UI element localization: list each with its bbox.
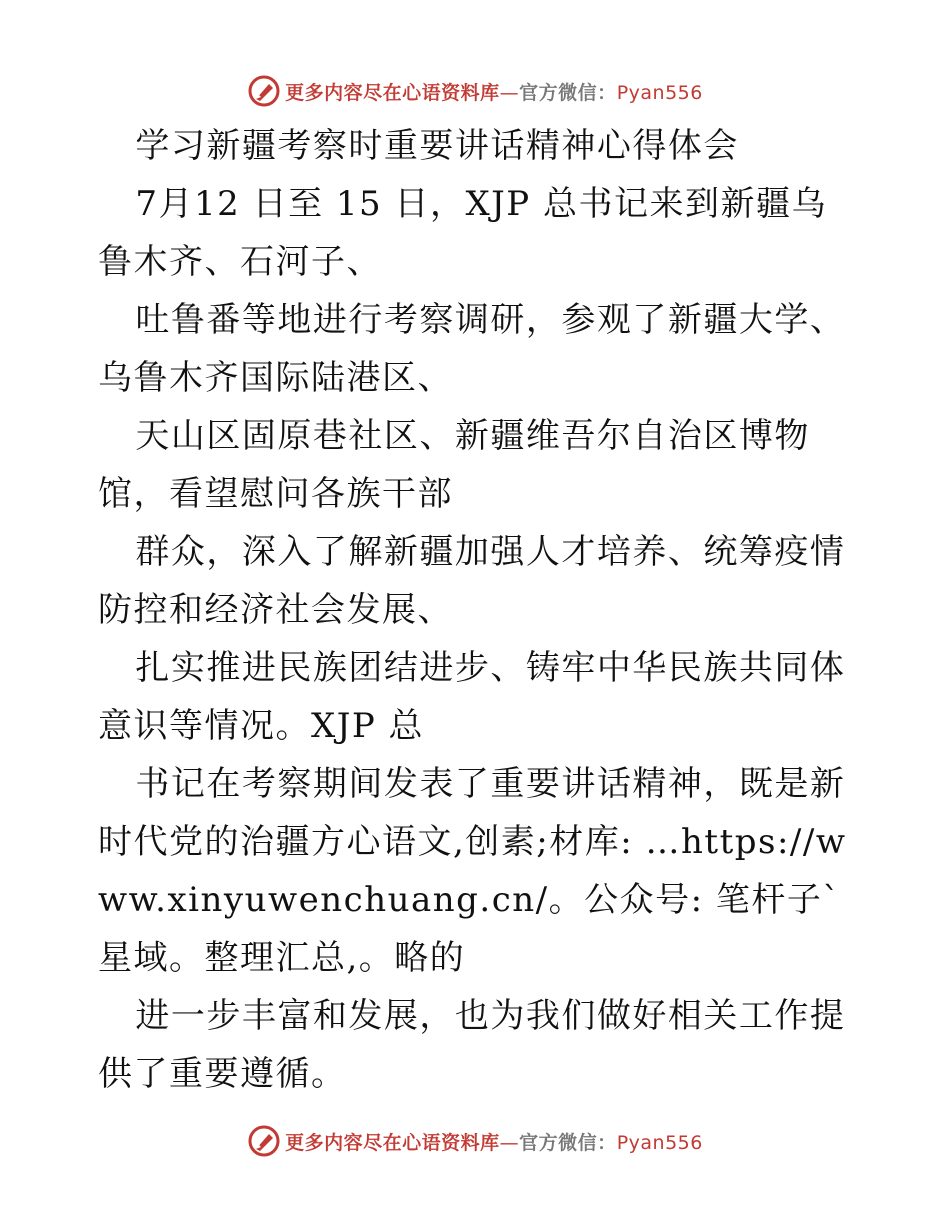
watermark-wechat-label: 官方微信： <box>519 1131 617 1154</box>
paragraph-6: 书记在考察期间发表了重要讲话精神，既是新时代党的治疆方心语文,创素;材库: …https://www.xinyuwenchuang.cn/。公众号: 笔杆子`星域。整理汇总,。略的 <box>98 764 847 978</box>
watermark-dash: — <box>499 81 520 104</box>
footer-watermark <box>0 1121 950 1161</box>
document-title: 学习新疆考察时重要讲话精神心得体会 <box>135 126 739 166</box>
watermark-wechat-label: 官方微信： <box>519 81 617 104</box>
paragraph-3: 天山区固原巷社区、新疆维吾尔自治区博物馆，看望慰问各族干部 <box>98 416 810 514</box>
pen-logo-icon <box>247 1124 281 1158</box>
paragraph-5: 扎实推进民族团结进步、铸牢中华民族共同体意识等情况。XJP 总 <box>98 648 846 746</box>
paragraph-4: 群众，深入了解新疆加强人才培养、统筹疫情防控和经济社会发展、 <box>98 532 846 630</box>
watermark-promo: 更多内容尽在心语资料库 <box>285 1131 500 1154</box>
watermark-promo: 更多内容尽在心语资料库 <box>285 81 500 104</box>
paragraph-1: 7月12 日至 15 日，XJP 总书记来到新疆乌鲁木齐、石河子、 <box>98 184 827 282</box>
paragraph-7: 进一步丰富和发展，也为我们做好相关工作提供了重要遵循。 <box>98 996 846 1094</box>
watermark-text <box>285 78 703 105</box>
header-watermark <box>0 71 950 111</box>
watermark-text <box>285 1128 703 1155</box>
paragraph-2: 吐鲁番等地进行考察调研，参观了新疆大学、乌鲁木齐国际陆港区、 <box>98 300 846 398</box>
watermark-dash: — <box>499 1131 520 1154</box>
document-body <box>98 117 858 1103</box>
watermark-wechat-id: Pyan556 <box>616 1131 703 1154</box>
watermark-wechat-id: Pyan556 <box>616 81 703 104</box>
pen-logo-icon <box>247 74 281 108</box>
